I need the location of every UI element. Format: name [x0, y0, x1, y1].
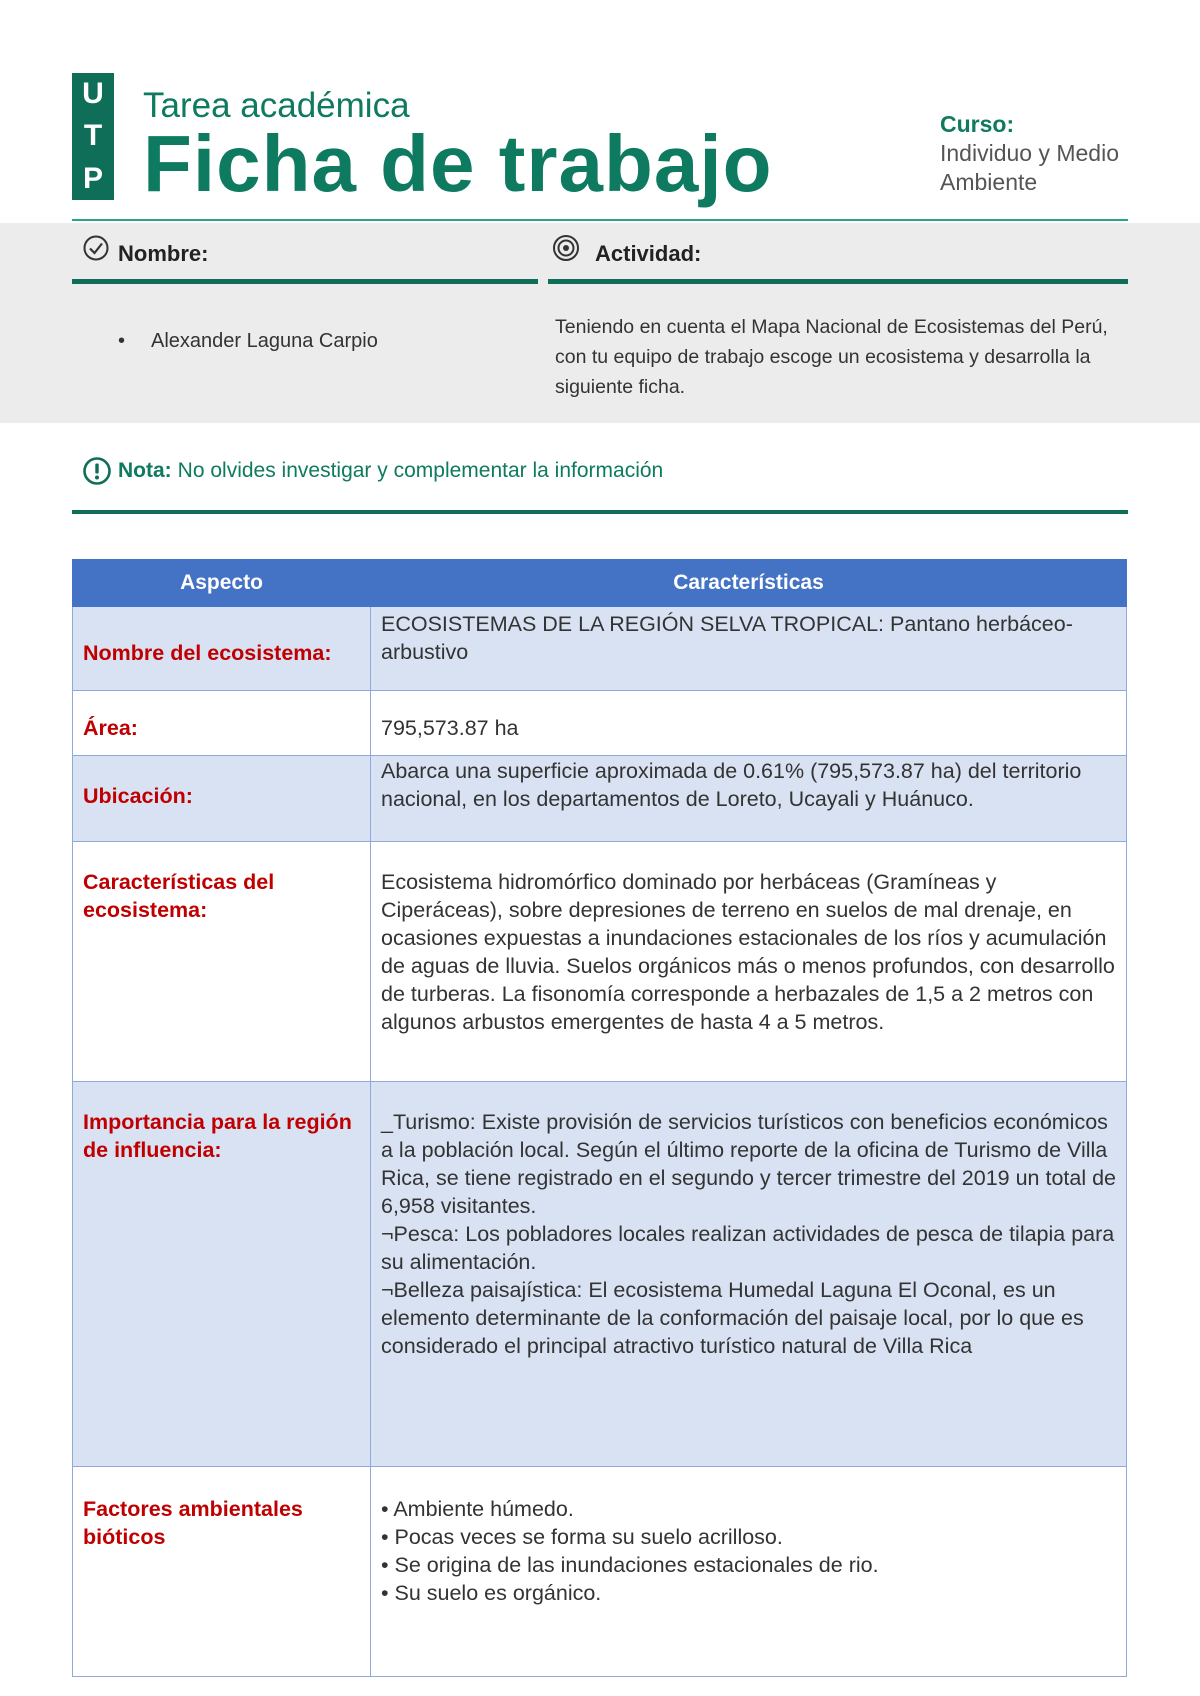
page-subtitle: Tarea académica — [143, 86, 410, 125]
header-caracteristicas: Características — [371, 560, 1127, 607]
value-cell: _Turismo: Existe provisión de servicios turísticos con beneficios económicos a la población local. Según el último reporte de la oficina de Turismo de Villa Rica, se tiene registrado en el segundo y tercer trimestre del 2019 un total de 6,958 visitantes. ¬Pesca: Los pobladores locales realizan actividades de pesca de tilapia para su alimentación. ¬Belleza paisajística: El ecosistema Humedal Laguna El Oconal, es un elemento determinante de la conformación del paisaje local, por lo que es considerado el principal atractivo turístico natural de Villa Rica — [371, 1082, 1127, 1467]
value-cell: Abarca una superficie aproximada de 0.61% (795,573.87 ha) del territorio nacional, en los departamentos de Loreto, Ucayali y Huánuco. — [371, 756, 1127, 842]
value-cell: Ecosistema hidromórfico dominado por herbáceas (Gramíneas y Ciperáceas), sobre depresiones de terreno en suelos de mal drenaje, en ocasiones expuestas a inundaciones estacionales de los ríos y acumulación de aguas de lluvia. Suelos orgánicos más o menos profundos, con desarrollo de turberas. La fisonomía corresponde a herbazales de 1,5 a 2 metros con algunos arbustos emergentes de hasta 4 a 5 metros. — [371, 842, 1127, 1082]
ecosystem-table — [72, 559, 1127, 1677]
aspect-cell: Área: — [73, 691, 371, 756]
aspect-cell: Características del ecosistema: — [73, 842, 371, 1082]
aspect-cell: Nombre del ecosistema: — [73, 607, 371, 691]
course-name: Individuo y Medio Ambiente — [940, 140, 1119, 195]
table-row — [73, 842, 1127, 1082]
course-label: Curso: — [940, 111, 1015, 137]
bullet-icon: • — [118, 330, 126, 352]
note-label: Nota: — [118, 459, 172, 482]
utp-logo — [72, 73, 114, 200]
table-row — [73, 607, 1127, 691]
title-divider — [72, 219, 1128, 221]
note — [82, 456, 663, 486]
aspect-cell: Importancia para la región de influencia: — [73, 1082, 371, 1467]
table-row — [73, 1467, 1127, 1677]
activity-underline — [548, 279, 1128, 284]
target-icon — [552, 234, 580, 262]
value-cell: ECOSISTEMAS DE LA REGIÓN SELVA TROPICAL: Pantano herbáceo-arbustivo — [371, 607, 1127, 691]
logo-letter-t: T — [83, 119, 103, 153]
name-list-item — [118, 330, 378, 353]
logo-letter-u: U — [82, 77, 104, 111]
name-label: Nombre: — [118, 241, 209, 266]
table-row — [73, 691, 1127, 756]
activity-label: Actividad: — [595, 241, 702, 266]
note-text: No olvides investigar y complementar la información — [177, 459, 664, 482]
table-row — [73, 756, 1127, 842]
aspect-cell: Factores ambientales bióticos — [73, 1467, 371, 1677]
page-title: Ficha de trabajo — [143, 119, 773, 208]
value-cell: 795,573.87 ha — [371, 691, 1127, 756]
alert-circle-icon — [82, 456, 112, 486]
table-header-row — [73, 560, 1127, 607]
table-row — [73, 1082, 1127, 1467]
check-circle-icon — [82, 234, 110, 262]
aspect-cell: Ubicación: — [73, 756, 371, 842]
value-cell: • Ambiente húmedo. • Pocas veces se forma su suelo acrilloso. • Se origina de las inundaciones estacionales de rio. • Su suelo es orgánico. — [371, 1467, 1127, 1677]
name-underline — [72, 279, 538, 284]
note-divider — [72, 510, 1128, 514]
logo-letter-p: P — [82, 161, 103, 195]
header-aspecto: Aspecto — [73, 560, 371, 607]
student-name: Alexander Laguna Carpio — [151, 330, 378, 352]
activity-text: Teniendo en cuenta el Mapa Nacional de Ecosistemas del Perú, con tu equipo de trabajo escoge un ecosistema y desarrolla la siguiente ficha. — [555, 316, 1108, 398]
